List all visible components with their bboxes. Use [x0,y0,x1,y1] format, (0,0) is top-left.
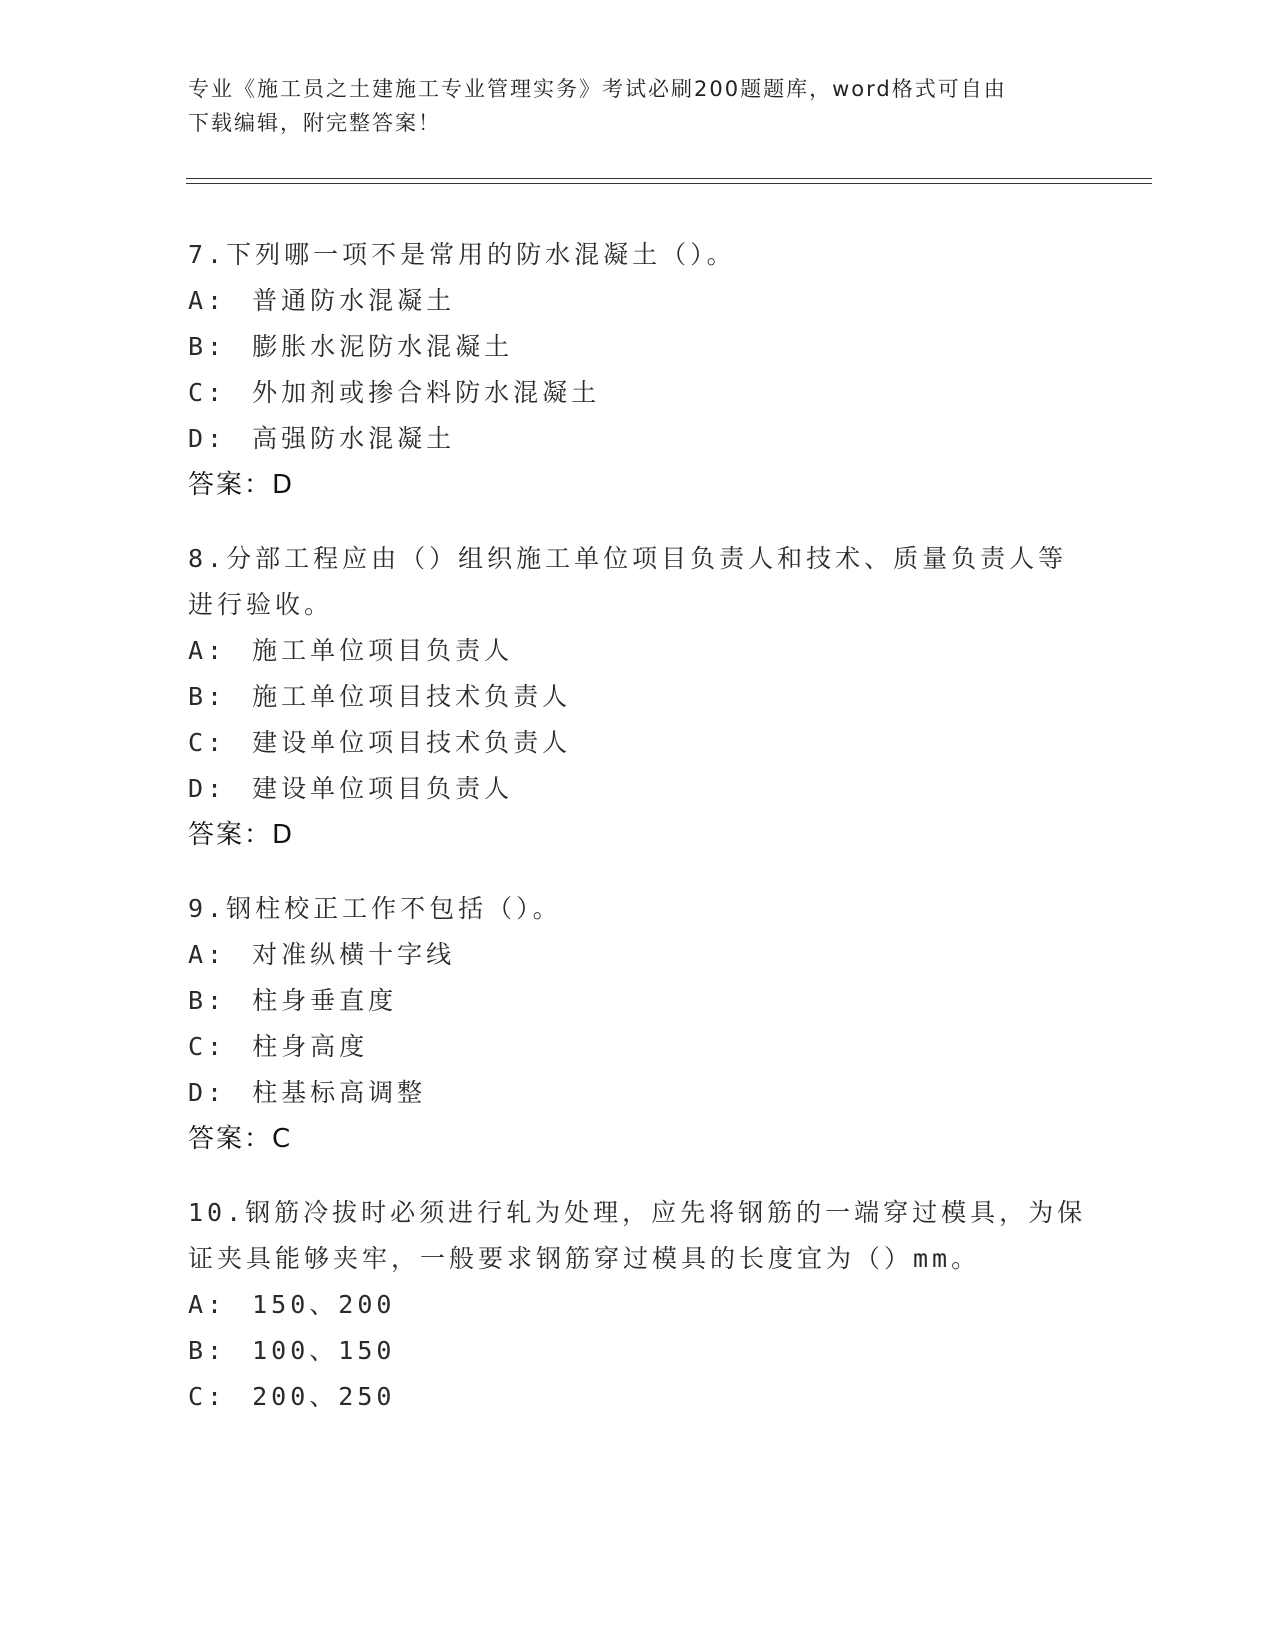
option-text: 外加剂或掺合料防水混凝土 [252,378,601,407]
option-text: 普通防水混凝土 [252,286,456,315]
question-10 [188,1190,1088,1420]
option-text: 100、150 [252,1336,396,1365]
option-text: 200、250 [252,1382,396,1411]
answer-line: 答案：D [188,470,295,500]
header-divider-top [186,178,1152,179]
option-key: A: [188,636,227,665]
option-text: 施工单位项目负责人 [252,636,514,665]
document-header [188,72,1068,140]
option-key: B: [188,1336,227,1365]
question-7 [188,232,1088,508]
option-b [188,978,1088,1024]
option-text: 膨胀水泥防水混凝土 [252,332,514,361]
option-key: C: [188,1032,227,1061]
option-key: A: [188,286,227,315]
option-text: 柱身垂直度 [252,986,398,1015]
option-d [188,766,1088,812]
option-b [188,674,1088,720]
option-text: 建设单位项目负责人 [252,774,514,803]
question-8 [188,536,1088,858]
option-a [188,932,1088,978]
option-key: D: [188,774,227,803]
question-list [188,232,1088,1448]
header-line-1: 专业《施工员之土建施工专业管理实务》考试必刷200题题库，word格式可自由 [188,77,1007,101]
option-text: 施工单位项目技术负责人 [252,682,572,711]
option-c [188,1024,1088,1070]
option-text: 柱身高度 [252,1032,369,1061]
option-c [188,720,1088,766]
question-9 [188,886,1088,1162]
option-d [188,1070,1088,1116]
option-a [188,1282,1088,1328]
option-b [188,324,1088,370]
option-d [188,416,1088,462]
question-stem: 10.钢筋冷拔时必须进行轧为处理，应先将钢筋的一端穿过模具，为保证夹具能够夹牢，一般要求钢筋穿过模具的长度宜为（）mm。 [188,1198,1087,1273]
option-key: C: [188,728,227,757]
option-key: C: [188,378,227,407]
option-c [188,1374,1088,1420]
question-stem: 9.钢柱校正工作不包括（）。 [188,894,562,923]
answer-line: 答案：C [188,1124,293,1154]
option-key: A: [188,1290,227,1319]
option-text: 建设单位项目技术负责人 [252,728,572,757]
option-a [188,628,1088,674]
option-text: 柱基标高调整 [252,1078,427,1107]
option-key: C: [188,1382,227,1411]
option-key: A: [188,940,227,969]
option-key: B: [188,986,227,1015]
answer-line: 答案：D [188,820,295,850]
option-text: 高强防水混凝土 [252,424,456,453]
option-key: B: [188,682,227,711]
option-text: 对准纵横十字线 [252,940,456,969]
header-divider-bottom [186,183,1152,184]
option-c [188,370,1088,416]
option-text: 150、200 [252,1290,396,1319]
option-key: B: [188,332,227,361]
header-line-2: 下载编辑，附完整答案！ [188,111,441,135]
option-key: D: [188,424,227,453]
option-key: D: [188,1078,227,1107]
option-a [188,278,1088,324]
question-stem: 7.下列哪一项不是常用的防水混凝土（）。 [188,240,736,269]
option-b [188,1328,1088,1374]
question-stem: 8.分部工程应由（）组织施工单位项目负责人和技术、质量负责人等进行验收。 [188,544,1068,619]
